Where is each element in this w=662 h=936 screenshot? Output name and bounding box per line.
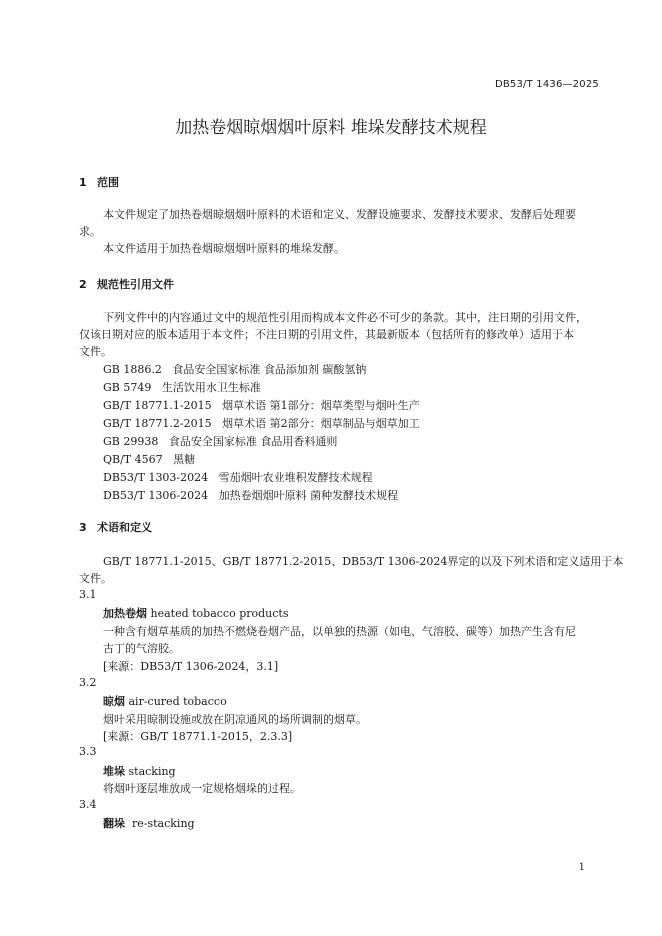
reference-code: GB 1886.2 (103, 363, 162, 376)
reference-title: 烟草术语 第1部分：烟草类型与烟叶生产 (222, 399, 420, 412)
page-number: 1 (578, 862, 585, 873)
term-number: 3.2 (79, 676, 97, 689)
reference-code: DB53/T 1306-2024 (103, 489, 209, 502)
term-chinese: 翻垛 (103, 817, 125, 830)
reference-title: 加热卷烟烟叶原料 菌种发酵技术规程 (218, 489, 399, 502)
term-entry (103, 605, 288, 621)
term-source: [来源：GB/T 18771.1-2015，2.3.3] (103, 730, 293, 743)
reference-item (103, 487, 398, 503)
section-number: 2 (79, 278, 87, 291)
term-english: air-cured tobacco (128, 695, 227, 708)
reference-code: GB/T 18771.2-2015 (103, 417, 212, 430)
term-source: [来源：DB53/T 1306-2024，3.1] (103, 660, 279, 673)
term-definition-line: 将烟叶逐层堆放成一定规格烟垛的过程。 (103, 782, 301, 795)
term-chinese: 加热卷烟 (103, 607, 147, 620)
reference-code: GB 5749 (103, 381, 152, 394)
term-chinese: 晾烟 (103, 695, 125, 708)
term-number: 3.3 (79, 745, 97, 758)
reference-item (103, 433, 337, 449)
reference-title: 生活饮用水卫生标准 (161, 381, 261, 394)
term-definition-line: 古丁的气溶胶。 (103, 642, 180, 655)
term-entry (103, 693, 227, 709)
scope-paragraph-line: 本文件适用于加热卷烟晾烟烟叶原料的堆垛发酵。 (103, 242, 345, 255)
term-number: 3.1 (79, 588, 97, 601)
section-title: 术语和定义 (97, 521, 152, 534)
reference-item (103, 361, 366, 377)
section-heading-terms-definitions (79, 519, 152, 535)
term-definition-line: 一种含有烟草基质的加热不燃烧卷烟产品，以单独的热源（如电、气溶胶、碳等）加热产生含有尼 (103, 625, 576, 638)
terms-intro-line: GB/T 18771.1-2015、GB/T 18771.2-2015、DB53/T 1306-2024界定的以及下列术语和定义适用于本 (103, 555, 624, 568)
reference-title: 黑糖 (173, 453, 196, 466)
term-chinese: 堆垛 (103, 765, 125, 778)
reference-title: 食品安全国家标准 食品添加剂 碳酸氢钠 (172, 363, 367, 376)
reference-code: GB 29938 (103, 435, 159, 448)
term-entry (103, 763, 176, 779)
section-title: 范围 (97, 176, 119, 189)
term-entry (103, 815, 195, 831)
reference-item (103, 451, 195, 467)
references-paragraph-line: 仅该日期对应的版本适用于本文件；不注日期的引用文件，其最新版本（包括所有的修改单）适用于本 (79, 328, 574, 341)
references-paragraph-line: 文件。 (79, 345, 112, 358)
reference-code: GB/T 18771.1-2015 (103, 399, 212, 412)
reference-item (103, 397, 420, 413)
reference-title: 雪茄烟叶农业堆积发酵技术规程 (218, 471, 373, 484)
section-heading-normative-references (79, 276, 174, 292)
document-title: 加热卷烟晾烟烟叶原料 堆垛发酵技术规程 (175, 118, 487, 138)
reference-title: 烟草术语 第2部分：烟草制品与烟草加工 (222, 417, 420, 430)
reference-item (103, 415, 420, 431)
term-number: 3.4 (79, 798, 97, 811)
term-english: stacking (128, 765, 176, 778)
doc-code: DB53/T 1436—2025 (494, 79, 599, 90)
term-english: heated tobacco products (150, 607, 289, 620)
section-number: 3 (79, 521, 87, 534)
term-english: re-stacking (132, 817, 195, 830)
term-definition-line: 烟叶采用晾制设施或放在阴凉通风的场所调制的烟草。 (103, 713, 367, 726)
scope-paragraph-line: 本文件规定了加热卷烟晾烟烟叶原料的术语和定义、发酵设施要求、发酵技术要求、发酵后处理要 (103, 208, 576, 221)
section-heading-scope (79, 174, 119, 190)
scope-paragraph-line: 求。 (79, 225, 101, 238)
reference-item (103, 379, 261, 395)
section-title: 规范性引用文件 (97, 278, 174, 291)
reference-title: 食品安全国家标准 食品用香料通则 (168, 435, 338, 448)
terms-intro-line: 文件。 (79, 572, 112, 585)
references-paragraph-line: 下列文件中的内容通过文中的规范性引用而构成本文件必不可少的条款。其中，注日期的引用文件， (103, 311, 587, 324)
reference-code: DB53/T 1303-2024 (103, 471, 209, 484)
reference-item (103, 469, 373, 485)
section-number: 1 (79, 176, 87, 189)
reference-code: QB/T 4567 (103, 453, 163, 466)
